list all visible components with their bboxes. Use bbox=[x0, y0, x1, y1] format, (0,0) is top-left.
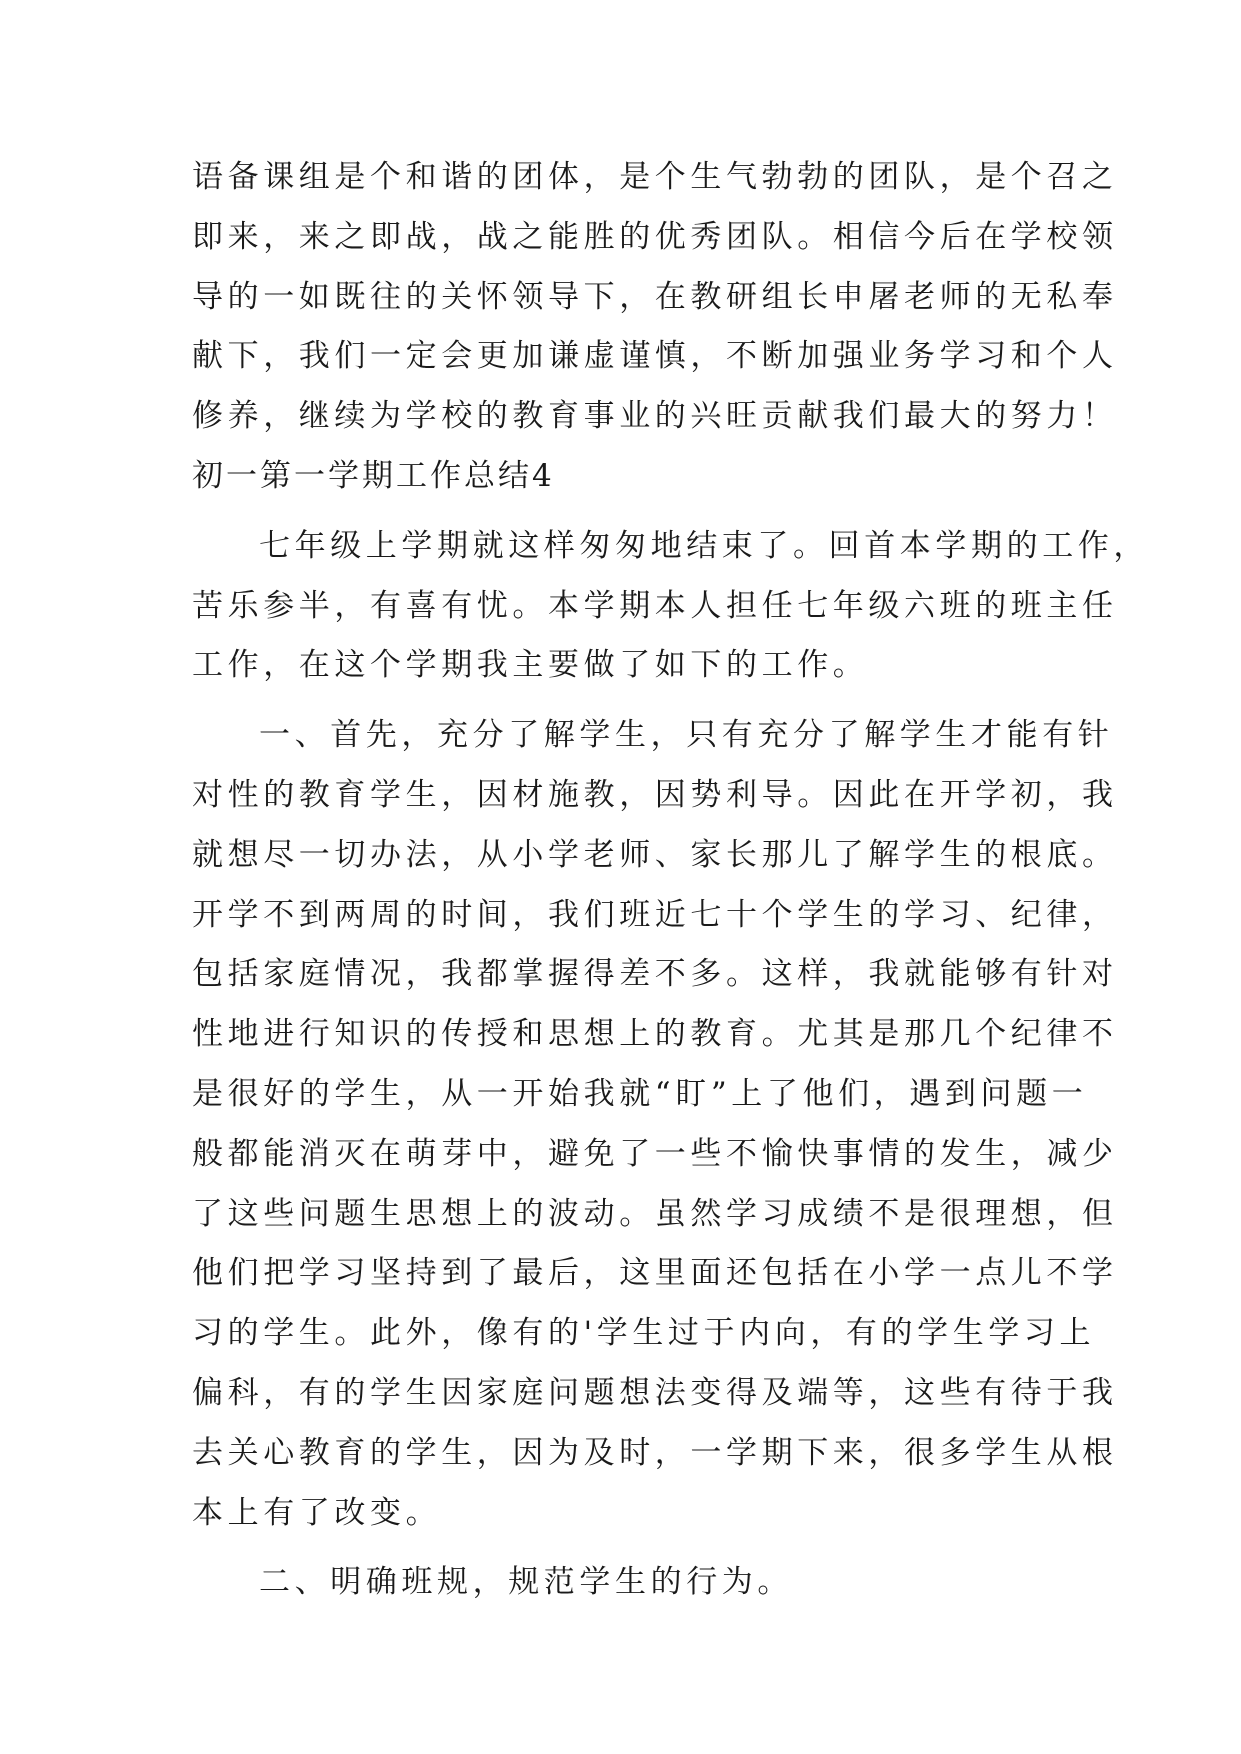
text-line: 是很好的学生，从一开始我就“盯”上了他们，遇到问题一 bbox=[192, 1075, 1088, 1112]
text-line: 了这些问题生思想上的波动。虽然学习成绩不是很理想，但 bbox=[192, 1195, 1118, 1232]
text-line: 去关心教育的学生，因为及时，一学期下来，很多学生从根 bbox=[192, 1434, 1118, 1471]
text-line: 即来，来之即战，战之能胜的优秀团队。相信今后在学校领 bbox=[192, 218, 1118, 255]
text-line: 七年级上学期就这样匆匆地结束了。回首本学期的工作， bbox=[259, 527, 1149, 564]
text-line: 二、明确班规，规范学生的行为。 bbox=[259, 1564, 793, 1601]
text-line: 对性的教育学生，因材施教，因势利导。因此在开学初，我 bbox=[192, 776, 1118, 813]
text-line: 习的学生。此外，像有的'学生过于内向，有的学生学习上 bbox=[192, 1315, 1096, 1352]
text-line: 献下，我们一定会更加谦虚谨慎，不断加强业务学习和个人 bbox=[192, 338, 1118, 375]
text-line: 偏科，有的学生因家庭问题想法变得及端等，这些有待于我 bbox=[192, 1374, 1118, 1411]
text-line: 性地进行知识的传授和思想上的教育。尤其是那几个纪律不 bbox=[192, 1016, 1118, 1053]
text-line: 导的一如既往的关怀领导下，在教研组长申屠老师的无私奉 bbox=[192, 278, 1118, 315]
text-line: 就想尽一切办法，从小学老师、家长那儿了解学生的根底。 bbox=[192, 836, 1118, 873]
text-line: 他们把学习坚持到了最后，这里面还包括在小学一点儿不学 bbox=[192, 1255, 1118, 1292]
text-line: 本上有了改变。 bbox=[192, 1494, 442, 1531]
intro-paragraph bbox=[192, 517, 1149, 696]
section-heading bbox=[192, 447, 1052, 507]
closing-paragraph bbox=[192, 148, 1118, 447]
point-two-paragraph bbox=[192, 1553, 1052, 1613]
text-line: 包括家庭情况，我都掌握得差不多。这样，我就能够有针对 bbox=[192, 956, 1118, 993]
document-body bbox=[192, 148, 1149, 1613]
text-line: 开学不到两周的时间，我们班近七十个学生的学习、纪律， bbox=[192, 896, 1118, 933]
section-heading-text: 初一第一学期工作总结4 bbox=[192, 457, 555, 494]
text-line: 语备课组是个和谐的团体，是个生气勃勃的团队，是个召之 bbox=[192, 159, 1118, 195]
text-line: 工作，在这个学期我主要做了如下的工作。 bbox=[192, 647, 869, 684]
point-one-paragraph bbox=[192, 706, 1118, 1543]
text-line: 修养，继续为学校的教育事业的兴旺贡献我们最大的努力！ bbox=[192, 398, 1118, 435]
text-line: 般都能消灭在萌芽中，避免了一些不愉快事情的发生，减少 bbox=[192, 1135, 1118, 1172]
text-line: 苦乐参半，有喜有忧。本学期本人担任七年级六班的班主任 bbox=[192, 587, 1118, 624]
text-line: 一、首先，充分了解学生，只有充分了解学生才能有针 bbox=[259, 717, 1114, 754]
